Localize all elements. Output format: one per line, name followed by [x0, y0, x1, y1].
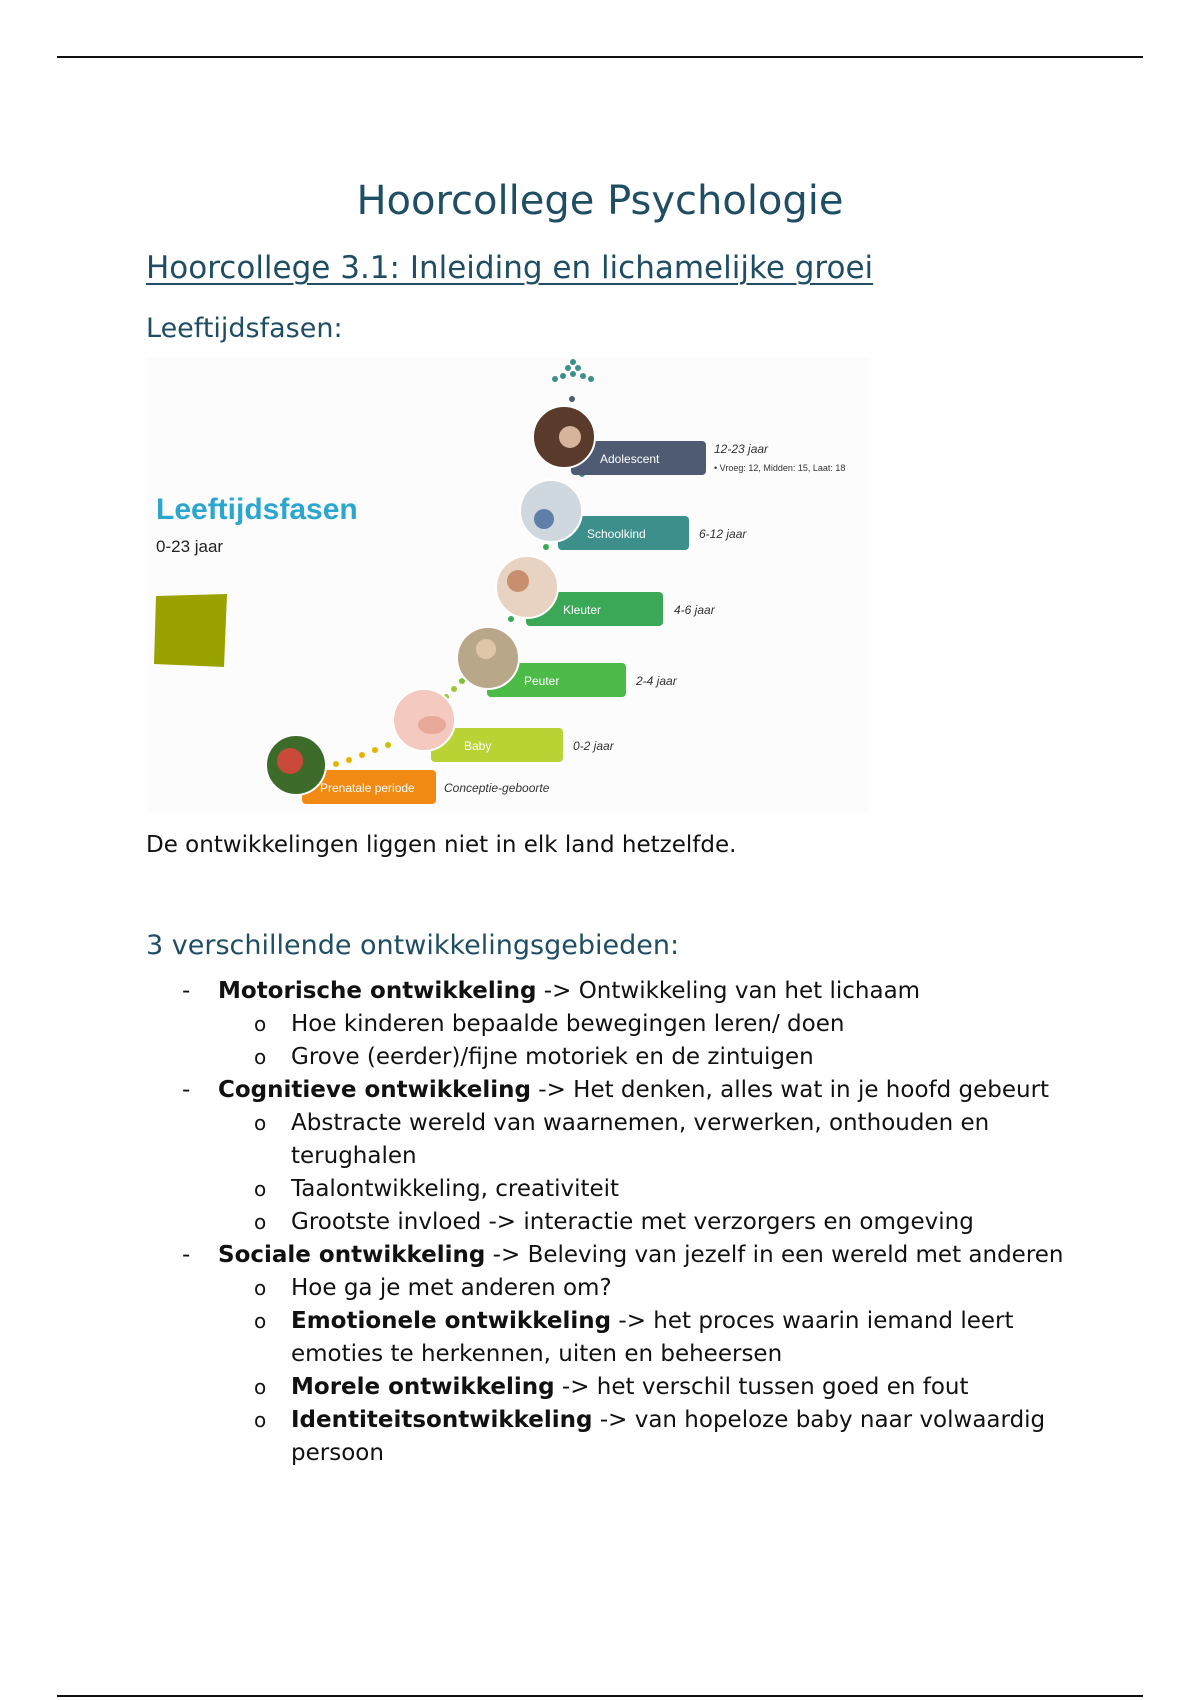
sub-item	[146, 1371, 1076, 1404]
sub-item-text: Grootste invloed -> interactie met verzorgers en omgeving	[291, 1209, 974, 1235]
bullet-marker: o	[254, 1177, 267, 1201]
sub-item-bold: Identiteitsontwikkeling	[291, 1407, 593, 1433]
age-phases-figure	[146, 357, 870, 813]
sub-item-text: Taalontwikkeling, creativiteit	[291, 1176, 620, 1202]
header-rule	[57, 56, 1143, 58]
stage-range: 2-4 jaar	[636, 674, 677, 688]
stage-range: 4-6 jaar	[674, 603, 715, 617]
stage-schoolkind	[520, 480, 747, 550]
item-bold: Sociale ontwikkeling	[218, 1242, 486, 1268]
sub-item-text: -> het proces waarin iemand leert emoties te herkennen, uiten en beheersen	[291, 1308, 1014, 1367]
schoolchild-photo-detail	[534, 509, 554, 529]
sub-item	[146, 1206, 1076, 1239]
stage-range: 0-2 jaar	[573, 739, 614, 753]
document-title: Hoorcollege Psychologie	[356, 178, 844, 224]
sub-item-text: Abstracte wereld van waarnemen, verwerken, onthouden en terughalen	[291, 1110, 990, 1169]
adolescent-photo-detail	[559, 426, 581, 448]
sub-item	[146, 1272, 1076, 1305]
stage-detail: • Vroeg: 12, Midden: 15, Laat: 18	[714, 463, 846, 473]
figure-subtitle: 0-23 jaar	[156, 537, 224, 556]
lecture-subtitle: Hoorcollege 3.1: Inleiding en lichamelijke groei	[146, 250, 874, 286]
sub-item-text: -> het verschil tussen goed en fout	[554, 1374, 969, 1400]
baby-photo-detail	[418, 716, 446, 734]
stage-range: 12-23 jaar	[714, 442, 769, 456]
prenatal-photo-detail	[277, 748, 303, 774]
stage-label: Baby	[464, 739, 492, 753]
stage-label: Peuter	[524, 674, 560, 688]
preschooler-photo-detail	[507, 570, 529, 592]
item-bold: Cognitieve ontwikkeling	[218, 1077, 531, 1103]
sub-item	[146, 1173, 1076, 1206]
bullet-marker: o	[254, 1276, 267, 1300]
stage-label: Prenatale periode	[320, 781, 415, 795]
sub-item	[146, 1008, 1076, 1041]
stage-label: Kleuter	[563, 603, 602, 617]
stage-kleuter	[496, 556, 716, 626]
figure-title: Leeftijdsfasen	[156, 493, 358, 526]
bullet-marker: o	[254, 1375, 267, 1399]
sub-item-bold: Morele ontwikkeling	[291, 1374, 555, 1400]
sub-item	[146, 1404, 1076, 1470]
item-text: -> Ontwikkeling van het lichaam	[536, 978, 921, 1004]
sub-item-text: Hoe kinderen bepaalde bewegingen leren/ doen	[291, 1011, 845, 1037]
item-text: -> Het denken, alles wat in je hoofd gebeurt	[530, 1077, 1050, 1103]
stage-label: Schoolkind	[587, 527, 646, 541]
bullet-marker: o	[254, 1408, 267, 1432]
decorative-square	[154, 594, 227, 667]
sub-item	[146, 1041, 1076, 1074]
phases-heading: Leeftijdsfasen:	[146, 313, 343, 344]
dash-marker: -	[182, 978, 191, 1004]
bullet-marker: o	[254, 1309, 267, 1333]
note-text: De ontwikkelingen liggen niet in elk land hetzelfde.	[146, 832, 737, 858]
list-item-cognitive	[146, 1074, 1076, 1107]
toddler-photo-detail	[476, 639, 496, 659]
footer-rule	[57, 1695, 1143, 1697]
bullet-marker: o	[254, 1045, 267, 1069]
sub-item-text: -> van hopeloze baby naar volwaardig persoon	[291, 1407, 1046, 1466]
stage-range: Conceptie-geboorte	[444, 781, 550, 795]
sub-item	[146, 1107, 1076, 1173]
age-phases-diagram	[146, 357, 870, 813]
areas-heading: 3 verschillende ontwikkelingsgebieden:	[146, 930, 680, 961]
stage-label: Adolescent	[600, 452, 660, 466]
list-item-motor	[146, 975, 1076, 1008]
dash-marker: -	[182, 1077, 191, 1103]
bullet-marker: o	[254, 1111, 267, 1135]
list-item-social	[146, 1239, 1076, 1272]
sub-item-text: Grove (eerder)/fijne motoriek en de zintuigen	[291, 1044, 814, 1070]
sub-item	[146, 1305, 1076, 1371]
item-bold: Motorische ontwikkeling	[218, 978, 537, 1004]
development-areas-list	[146, 975, 1076, 1470]
stage-peuter	[457, 627, 678, 697]
stage-baby	[393, 689, 615, 762]
stage-range: 6-12 jaar	[699, 527, 747, 541]
sub-item-text: Hoe ga je met anderen om?	[291, 1275, 612, 1301]
stage-adolescent	[533, 406, 845, 475]
dash-marker: -	[182, 1242, 191, 1268]
bullet-marker: o	[254, 1210, 267, 1234]
item-text: -> Beleving van jezelf in een wereld met anderen	[485, 1242, 1064, 1268]
bullet-marker: o	[254, 1012, 267, 1036]
sub-item-bold: Emotionele ontwikkeling	[291, 1308, 612, 1334]
